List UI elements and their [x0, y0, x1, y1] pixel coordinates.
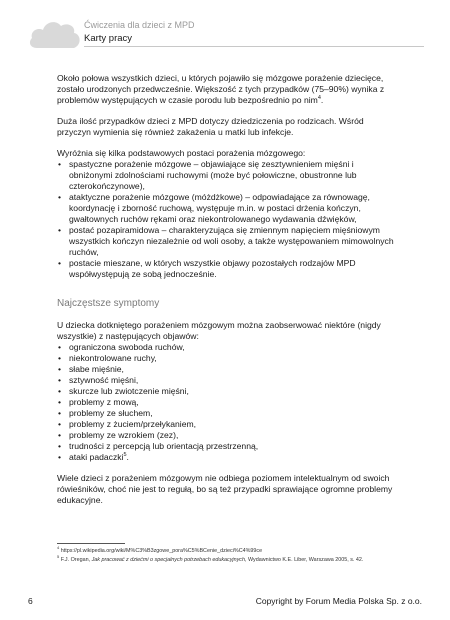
cloud-icon	[28, 18, 82, 50]
paragraph-intro-2: Duża ilość przypadków dzieci z MPD dotyczy dziedziczenia po rodzicach. Wśród przyczyn wymienia się również zakażenia u matki lub infekcje.	[57, 116, 364, 137]
list-item: • sztywność mięśni,	[57, 375, 397, 386]
list-item: • postacie mieszane, w których wszystkie objawy pozostałych rodzajów MPD współwystępują ze sobą jednocześnie.	[57, 258, 397, 280]
list-item: • ataki padaczki$^5$.	[57, 452, 397, 463]
footnote-book-title: Jak pracować z dziećmi o specjalnych potrzebach edukacyjnych	[91, 557, 246, 563]
paragraph-closing: Wiele dzieci z porażeniem mózgowym nie odbiega poziomem intelektualnym od swoich rówieśników, choć nie jest to regułą, bo są też przypadki sprawiające ogromne problemy edukacyjne.	[57, 473, 393, 505]
list-item: • problemy z mową,	[57, 397, 397, 408]
page-content	[57, 73, 397, 516]
section-heading: Najczęstsze symptomy	[57, 298, 160, 309]
list-item: • ataktyczne porażenie mózgowe (móżdżkowe) – odpowiadające za równowagę, koordynację i zborność ruchową, występuje m.in. w postaci drżenia kończyn, gwałtownych ruchów rękami oraz niekontrolowanego wydawania dźwięków,	[57, 192, 397, 225]
footnotes	[57, 543, 397, 566]
list-item: • słabe mięśnie,	[57, 364, 397, 375]
list-item: • spastyczne porażenie mózgowe – objawiające się zesztywnieniem mięśni i obniżonymi zdolnościami ruchowymi (może być połowiczne, obustronne lub czterokończynowe),	[57, 159, 397, 192]
footnote-link[interactable]: https://pl.wikipedia.org/wiki/M%C3%B3zgowe_pora%C5%BCenie_dzieci%C4%99ce	[60, 548, 263, 554]
symptoms-lead: U dziecka dotkniętego porażeniem mózgowym można zaobserwować niektóre (nigdy wszystkie) z następujących objawów:	[57, 320, 381, 341]
list-item: • skurcze lub zwiotczenie mięśni,	[57, 386, 397, 397]
header-divider	[84, 46, 424, 47]
footnote-divider	[57, 543, 125, 544]
footnote-ref-4: 4	[317, 95, 321, 102]
footnote-5: $^5$ F.J. Oregan, Jak pracować z dziećmi o specjalnych potrzebach edukacyjnych, Wydawnictwo K.E. Liber, Warszawa 2005, s. 42.	[57, 554, 364, 563]
list-item: • problemy ze słuchem,	[57, 408, 397, 419]
page-number: 6	[28, 596, 33, 606]
list-item: • problemy z żuciem/przełykaniem,	[57, 419, 397, 430]
header-title: Ćwiczenia dla dzieci z MPD	[84, 20, 195, 30]
symptoms-list	[57, 342, 397, 463]
list-item: • postać pozapiramidowa – charakteryzująca się zmiennym napięciem mięśniowym wszystkich kończyn niezależnie od woli osoby, a także występowaniem mimowolnych ruchów,	[57, 225, 397, 258]
list-item: • trudności z percepcją lub orientacją przestrzenną,	[57, 441, 397, 452]
forms-list	[57, 159, 397, 280]
copyright-notice: Copyright by Forum Media Polska Sp. z o.o.	[255, 596, 422, 606]
footnote-ref-5: 5	[123, 452, 127, 459]
header-subtitle: Karty pracy	[84, 33, 133, 44]
list-item: • ograniczona swoboda ruchów,	[57, 342, 397, 353]
list-item: • problemy ze wzrokiem (zez),	[57, 430, 397, 441]
forms-lead: Wyróżnia się kilka podstawowych postaci porażenia mózgowego:	[57, 148, 306, 158]
page-header	[28, 18, 428, 62]
list-item: • niekontrolowane ruchy,	[57, 353, 397, 364]
footnote-4: $^4$ https://pl.wikipedia.org/wiki/M%C3%B3zgowe_pora%C5%BCenie_dzieci%C4%99ce	[57, 545, 263, 554]
paragraph-intro-1: Około połowa wszystkich dzieci, u których pojawiło się mózgowe porażenie dziecięce, zostało urodzonych przedwcześnie. Większość z tych przypadków (75–90%) wynika z problemów występujących w czasie porodu lub bezpośrednio po nim$^4$.	[57, 73, 385, 105]
